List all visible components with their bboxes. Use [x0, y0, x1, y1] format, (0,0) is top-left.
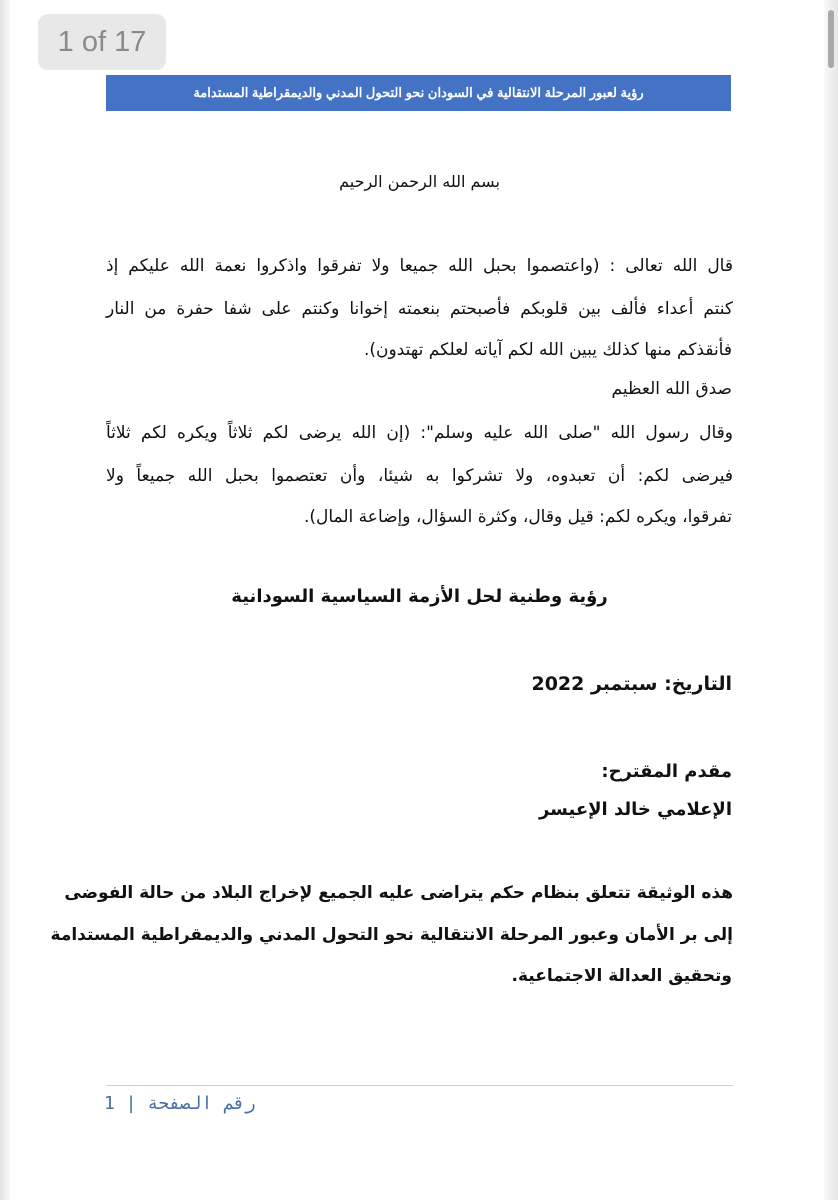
verse-line-3: فأنقذكم منها كذلك يبين الله لكم آياته لعلكم تهتدون). [364, 340, 732, 360]
basmala: بسم الله الرحمن الرحيم [339, 172, 500, 191]
presenter-label: مقدم المقترح: [601, 761, 732, 782]
page-edge-left [0, 0, 10, 1200]
footer-divider [106, 1085, 733, 1086]
document-header-bar [106, 75, 731, 111]
verse-line-1: قال الله تعالى : (واعتصموا بحبل الله جميعا ولا تفرقوا واذكروا نعمة الله عليكم إذ [106, 256, 733, 276]
document-heading: رؤية وطنية لحل الأزمة السياسية السودانية [231, 586, 608, 607]
summary-line-1: هذه الوثيقة تتعلق بنظام حكم يتراضى عليه الجميع لإخراج البلاد من حالة الفوضى [64, 883, 733, 903]
scrollbar[interactable] [828, 10, 834, 68]
page-edge-right [824, 0, 838, 1200]
presenter-name: الإعلامي خالد الإعيسر [538, 799, 732, 820]
footer-page-number: رقم الصفحة | 1 [104, 1093, 256, 1114]
document-date: التاريخ: سبتمبر 2022 [531, 673, 732, 695]
verse-line-2: كنتم أعداء فألف بين قلوبكم فأصبحتم بنعمته إخوانا وكنتم على شفا حفرة من النار [106, 299, 733, 319]
verse-closing: صدق الله العظيم [611, 379, 732, 399]
hadith-line-2: فيرضى لكم: أن تعبدوه، ولا تشركوا به شيئا، وأن تعتصموا بحبل الله جميعاً ولا [106, 466, 733, 486]
hadith-line-1: وقال رسول الله "صلى الله عليه وسلم": (إن الله يرضى لكم ثلاثاً ويكره لكم ثلاثاً [106, 423, 733, 443]
summary-line-2: إلى بر الأمان وعبور المرحلة الانتقالية نحو التحول المدني والديمقراطية المستدامة [50, 925, 733, 945]
summary-line-3: وتحقيق العدالة الاجتماعية. [511, 966, 732, 986]
page-counter-badge: 1 of 17 [38, 14, 166, 70]
hadith-line-3: تفرقوا، ويكره لكم: قيل وقال، وكثرة السؤال، وإضاعة المال). [303, 507, 732, 527]
document-header-title: رؤية لعبور المرحلة الانتقالية في السودان نحو التحول المدني والديمقراطية المستدامة [193, 85, 644, 100]
